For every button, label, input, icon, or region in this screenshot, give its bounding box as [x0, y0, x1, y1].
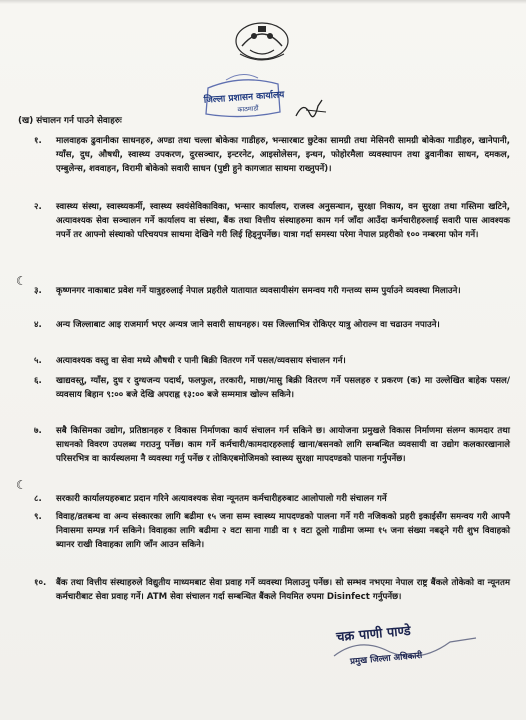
hole-punch-mark-icon: ☾ [16, 478, 27, 492]
section-heading: (ख) संचालन गर्न पाउने सेवाहरुः [18, 116, 122, 126]
initial-signature-icon [292, 96, 332, 124]
item-number: ८. [34, 494, 42, 504]
item-text: सबै किसिमका उद्योग, प्रतिष्ठानहरु र विकास निर्माणका कार्य संचालन गर्न सकिने छ। आयोजना प्रमुखले विकास निर्माणमा संलग्न कामदार तथा साधनको विवरण उपलब्ध गराउनु पर्नेछ। काम गर्ने कर्मचारी/कामदारहरुलाई खाना/बसनको लागि सम्बन्धित व्यवसायी वा उद्योग कलकारखानाले परिसरभित्र वा कार्यस्थलमा नै व्यवस्था गर्नु पर्नेछ र तोकिएबमोजिमको स्वास्थ्य सुरक्षा मापदण्डको पालना गर्नुपर्नेछ। [56, 426, 510, 464]
item-text: मालवाहक ढुवानीका साधनहरु, अण्डा तथा चल्ला बोकेका गाडीहरु, भन्सारबाट छुटेका सामग्री तथा मेसिनरी सामग्री बोकेका गाडीहरु, खानेपानी, ग्याँस, दुध, औषधी, स्वास्थ्य उपकरण, दुरसञ्चार, इन्टरनेट, आइसोलेसन, इन्धन, फोहोरमैला व्यवस्थापन तथा ढुवानीका साधन, दमकल, एम्बुलेन्स, शववाहन, विरामी बोकेको सवारी साधन (पुष्टी हुने कागजात साथमा राख्नुपर्ने)। [56, 136, 510, 174]
list-item [34, 576, 510, 604]
list-item [34, 284, 510, 298]
item-text: अन्य जिल्लाबाट आइ राजमार्ग भएर अन्यत्र जाने सवारी साधनहरु। यस जिल्लाभित्र रोकिएर यात्रु ओराल्न वा चढाउन नपाउने। [56, 320, 440, 330]
item-number: ३. [34, 286, 42, 296]
office-seal [196, 66, 288, 122]
item-number: ५. [34, 356, 42, 366]
list-item [34, 318, 510, 332]
item-number: २. [34, 202, 42, 212]
item-number: ६. [34, 376, 42, 386]
seal-office-name: जिल्ला प्रशासन कार्यालय [203, 90, 285, 106]
signatory-title: प्रमुख जिल्ला अधिकारी [349, 650, 423, 668]
item-text: विवाह/व्रतबन्ध वा अन्य संस्कारका लागि बढीमा १५ जना सम्म स्वास्थ्य मापदण्डको पालना गर्ने गरी नजिकको प्रहरी इकाईसँग समन्वय गरी आफ्नै निवासमा सम्पन्न गर्न सकिने। विवाहका लागि बढीमा २ वटा साना गाडी वा १ वटा ठूलो गाडीमा जम्मा १५ जना संख्या नबढ्ने गरी शुभ विवाहको ब्यानर राखी विवाहका लागि जाँन आउन सकिने। [56, 512, 510, 550]
list-item [34, 510, 510, 552]
list-item [34, 492, 510, 506]
item-number: १. [34, 136, 42, 146]
item-text: खाद्यवस्तु, ग्याँस, दुध र दुग्धजन्य पदार्थ, फलफुल, तरकारी, माछा/मासु बिक्री वितरण गर्ने पसलहरु र प्रकरण (क) मा उल्लेखित बाहेक पसल/व्यवसाय बिहान ९:०० बजे देखि अपराह्न १३:०० बजे सम्ममात्र खोल्न सकिने। [56, 376, 510, 400]
item-number: ७. [34, 426, 42, 436]
item-text: अत्यावश्यक वस्तु वा सेवा मध्ये औषधी र पानी बिक्री वितरण गर्ने पसल/व्यवसाय संचालन गर्न। [56, 356, 346, 366]
item-number: ९. [34, 512, 42, 522]
item-text: सरकारी कार्यालयहरुबाट प्रदान गरिने अत्यावश्यक सेवा न्यूनतम कर्मचारीहरुबाट आलोपालो गरी संचालन गर्ने [56, 494, 387, 504]
scan-edge-shadow [0, 0, 526, 4]
list-item [34, 134, 510, 176]
signatory-name: चक्र पाणी पाण्डे [335, 623, 412, 646]
item-text: कृष्णनगर नाकाबाट प्रवेश गर्ने यात्रुहरुलाई नेपाल प्रहरीले यातायात व्यवसायीसंग समन्वय गरी गन्तव्य सम्म पुर्याउने व्यवस्था मिलाउने। [56, 286, 461, 296]
list-item [34, 374, 510, 402]
item-number: १०. [34, 578, 47, 588]
item-text: स्वास्थ्य संस्था, स्वास्थ्यकर्मी, स्वास्थ्य स्वयंसेविकाविका, भन्सार कार्यालय, राजस्व अनुसन्धान, सुरक्षा निकाय, वन सुरक्षा तथा गस्तिमा खटिने, अत्यावश्यक सेवा सञ्चालन गर्ने कार्यालय वा संस्था, बैंक तथा वित्तीय संस्थाहरुमा काम गर्न जाँदा आउँदा कर्मचारीहरुलाई सवारी पास आवश्यक नपर्ने तर आफ्नो संस्थाको परिचयपत्र साथमा देखिने गरी लिई हिड्नुपर्नेछ। यात्रा गर्दा समस्या परेमा नेपाल प्रहरीको १०० नम्बरमा फोन गर्ने। [56, 202, 510, 240]
signature-block [336, 624, 486, 694]
hole-punch-mark-icon: ☾ [16, 274, 27, 288]
item-number: ४. [34, 320, 42, 330]
list-item [34, 354, 510, 368]
list-item [34, 424, 510, 466]
seal-office-location: काठमाडौं [237, 104, 259, 114]
list-item [34, 200, 510, 242]
item-text: बैंक तथा वित्तीय संस्थाहरुले विद्युतीय माध्यमबाट सेवा प्रवाह गर्ने व्यवस्था मिलाउनु पर्नेछ। सो सम्भव नभएमा नेपाल राष्ट्र बैंकले तोकेको वा न्यूनतम कर्मचारीबाट सेवा प्रवाह गर्ने। ATM सेवा संचालन गर्दा सम्बन्धित बैंकले नियमित रुपमा Disinfect गर्नुपर्नेछ। [56, 578, 510, 602]
nepal-emblem-icon [222, 16, 302, 66]
